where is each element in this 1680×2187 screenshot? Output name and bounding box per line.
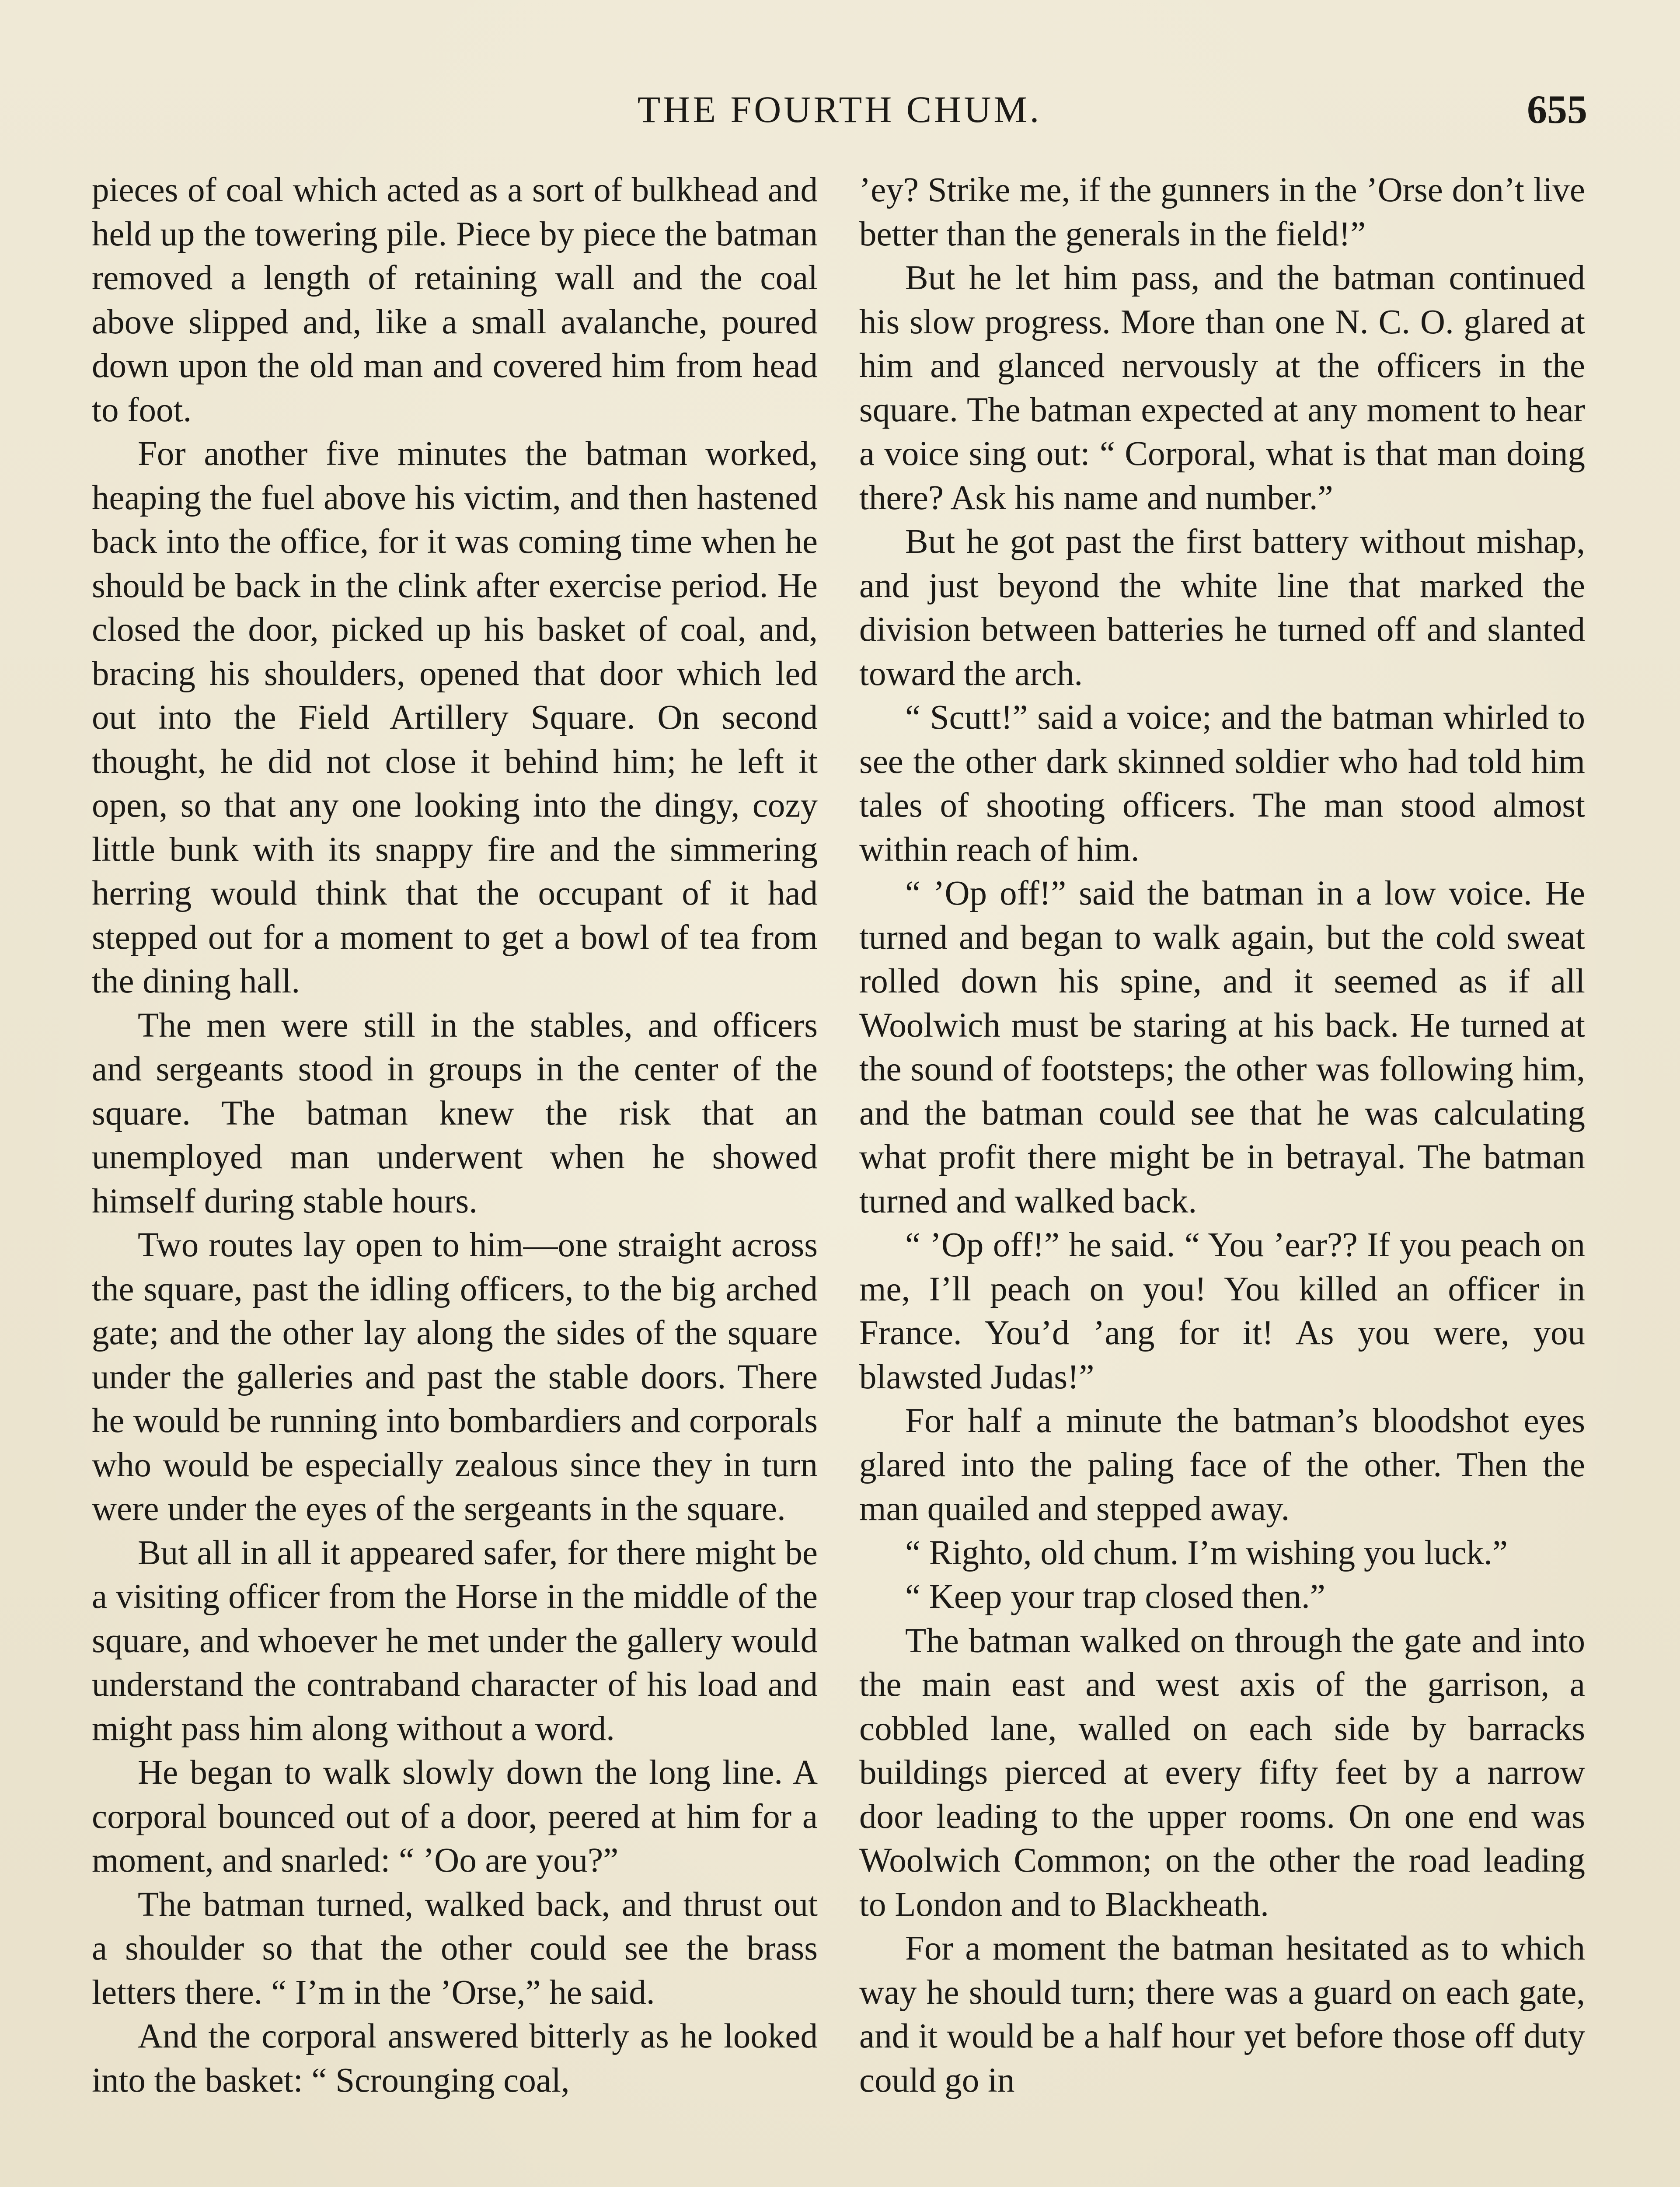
paragraph: Two routes lay open to him—one straight across the square, past the idling officers, to the big arched gate; and the other lay along the sides of the square under the galleries and past the stable doors. There he would be running into bombardiers and corporals who would be especially zealous since they in turn were under the eyes of the sergeants in the square.	[92, 1226, 818, 1528]
paragraph: “ Righto, old chum. I’m wishing you luck.”	[905, 1534, 1508, 1572]
paragraph: “ Keep your trap closed then.”	[905, 1578, 1325, 1616]
paragraph: But he let him pass, and the batman continued his slow progress. More than one N. C. O. glared at him and glanced nervously at the officers in the square. The batman expected at any moment to hear a voice sing out: “ Corporal, what is that man doing there? Ask his name and number.”	[859, 259, 1585, 517]
paragraph: “ Scutt!” said a voice; and the batman whirled to see the other dark skinned soldier who had told him tales of shooting officers. The man stood almost within reach of him.	[859, 699, 1585, 869]
paragraph: pieces of coal which acted as a sort of bulkhead and held up the towering pile. Piece by piece the batman removed a length of retaining wall and the coal above slipped and, like a small avalanche, poured down upon the old man and covered him from head to foot.	[92, 171, 818, 429]
paragraph: For a moment the batman hesitated as to which way he should turn; there was a guard on each gate, and it would be a half hour yet before those off duty could go in	[859, 1929, 1585, 2100]
paragraph: The batman turned, walked back, and thrust out a shoulder so that the other could see the brass letters there. “ I’m in the ’Orse,” he said.	[92, 1885, 818, 2012]
paragraph: ’ey? Strike me, if the gunners in the ’Orse don’t live better than the generals in the field!”	[859, 171, 1585, 253]
paragraph: The batman walked on through the gate and into the main east and west axis of the garrison, a cobbled lane, walled on each side by barracks buildings pierced at every fifty feet by a narrow door leading to the upper rooms. On one end was Woolwich Common; on the other the road leading to London and to Blackheath.	[859, 1621, 1585, 1924]
left-column	[92, 168, 818, 2103]
running-title: THE FOURTH CHUM.	[637, 88, 1042, 130]
paragraph: And the corporal answered bitterly as he looked into the basket: “ Scrounging coal,	[92, 2017, 818, 2100]
right-column	[859, 168, 1585, 2103]
paragraph: For half a minute the batman’s bloodshot eyes glared into the paling face of the other. Then the man quailed and stepped away.	[859, 1402, 1585, 1528]
page-number: 655	[1527, 87, 1587, 132]
paragraph: But he got past the first battery without mishap, and just beyond the white line that marked the division between batteries he turned off and slanted toward the arch.	[859, 523, 1585, 693]
paragraph: The men were still in the stables, and officers and sergeants stood in groups in the center of the square. The batman knew the risk that an unemployed man underwent when he showed himself during stable hours.	[92, 1006, 818, 1220]
paragraph: He began to walk slowly down the long line. A corporal bounced out of a door, peered at him for a moment, and snarled: “ ’Oo are you?”	[92, 1754, 818, 1880]
paragraph: For another five minutes the batman worked, heaping the fuel above his victim, and then hastened back into the office, for it was coming time when he should be back in the clink after exercise period. He closed the door, picked up his basket of coal, and, bracing his shoulders, opened that door which led out into the Field Artillery Square. On second thought, he did not close it behind him; he left it open, so that any one looking into the dingy, cozy little bunk with its snappy fire and the simmering herring would think that the occupant of it had stepped out for a moment to get a bowl of tea from the dining hall.	[92, 435, 818, 1000]
paragraph: “ ’Op off!” said the batman in a low voice. He turned and began to walk again, but the cold sweat rolled down his spine, and it seemed as if all Woolwich must be staring at his back. He turned at the sound of footsteps; the other was following him, and the batman could see that he was calculating what profit there might be in betrayal. The batman turned and walked back.	[859, 874, 1585, 1220]
paragraph: “ ’Op off!” he said. “ You ’ear?? If you peach on me, I’ll peach on you! You killed an officer in France. You’d ’ang for it! As you were, you blawsted Judas!”	[859, 1226, 1585, 1396]
paragraph: But all in all it appeared safer, for there might be a visiting officer from the Horse in the middle of the square, and whoever he met under the gallery would understand the contraband character of his load and might pass him along without a word.	[92, 1534, 818, 1748]
page-header	[92, 85, 1587, 133]
